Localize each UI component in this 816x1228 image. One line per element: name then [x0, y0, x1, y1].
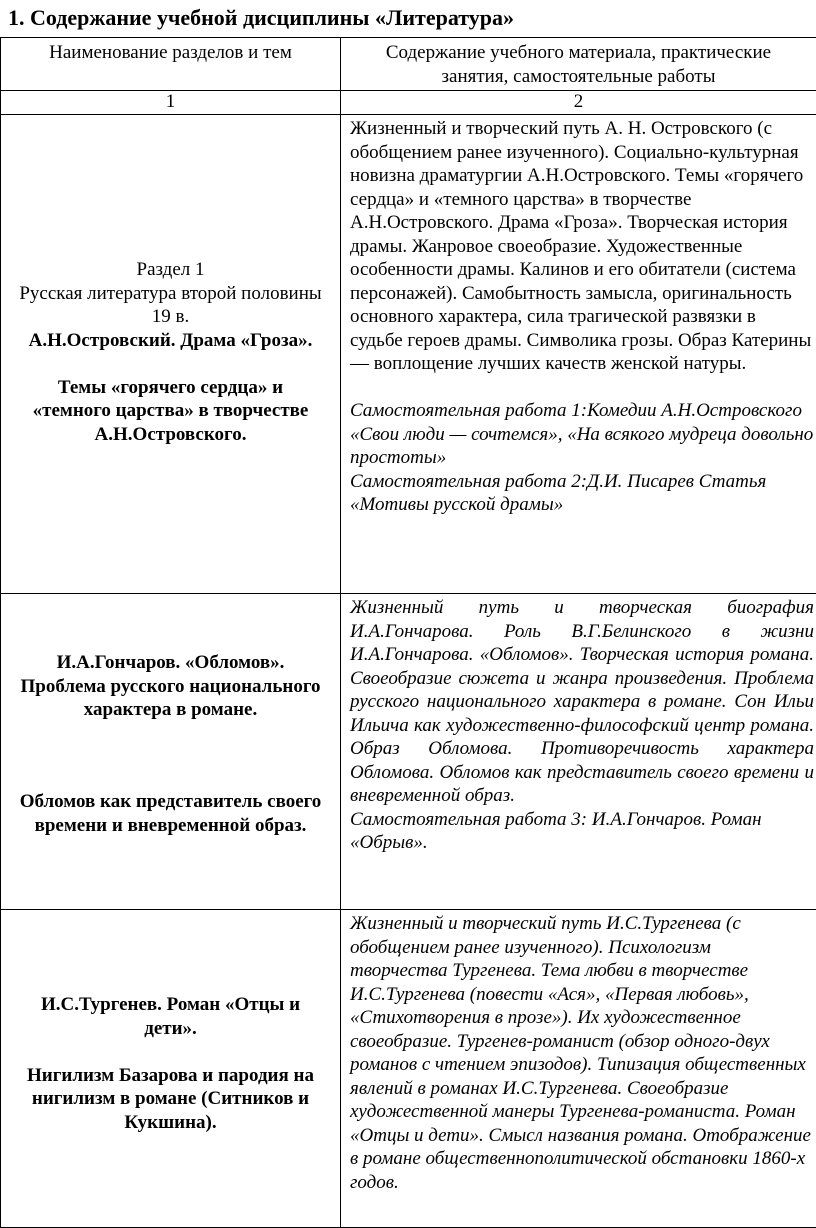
subtopic-line: нигилизм в романе (Ситников и: [31, 1088, 310, 1109]
independent-work-1: Самостоятельная работа 1:Комедии А.Н.Островского «Свои люди — сочтемся», «На всякого мудреца довольно простоты»: [350, 400, 814, 468]
section-title-line: Русская литература второй половины: [19, 282, 322, 304]
header-col2: Содержание учебного материала, практические занятия, самостоятельные работы: [341, 38, 816, 91]
section-cell: [1, 115, 341, 594]
header-col1: Наименование разделов и тем: [1, 38, 341, 91]
syllabus-table: [0, 37, 816, 1228]
topic-line: И.А.Гончаров. «Обломов».: [56, 652, 285, 673]
content-text: Жизненный и творческий путь А. Н. Островского (с обобщением ранее изученного). Социально-культурная новизна драматургии А.Н.Островского. Темы «горячего сердца» и «темного царства» в творчестве А.Н.Островского. Драма «Гроза». Творческая история драмы. Жанровое своеобразие. Художественные особенности драмы. Калинов и его обитатели (система персонажей). Самобытность замысла, оригинальность основного характера, сила трагической развязки в судьбе героев драмы. Символика грозы. Образ Катерины — воплощение лучших качеств женской натуры.: [350, 118, 812, 374]
section-cell: [1, 594, 341, 910]
topic-line: дети».: [144, 1017, 197, 1039]
column-number-row: [1, 91, 816, 115]
content-cell: [341, 115, 816, 594]
independent-work-3: Самостоятельная работа 3: И.А.Гончаров. Роман «Обрыв».: [350, 808, 762, 853]
column-number-2: 2: [341, 91, 816, 115]
subtopic-line: А.Н.Островского.: [94, 423, 247, 445]
section-title-line: 19 в.: [151, 306, 190, 327]
subtopic-line: Темы «горячего сердца» и: [57, 376, 284, 398]
content-cell: [341, 910, 816, 1228]
topic-line: Проблема русского национального: [20, 675, 321, 697]
content-text: Жизненный и творческий путь И.С.Тургенева (с обобщением ранее изученного). Психологизм творчества Тургенева. Тема любви в творчестве И.С.Тургенева (повести «Ася», «Первая любовь», «Стихотворения в прозе»). Их художественное своеобразие. Тургенев-романист (обзор одного-двух романов с чтением эпизодов). Типизация общественных явлений в романах И.С.Тургенева. Своеобразие художественной манеры Тургенева-романиста. Роман «Отцы и дети». Смысл названия романа. Отображение в романе общественнополитической обстановки 1860-х годов.: [350, 913, 811, 1193]
table-row: [1, 594, 816, 910]
subtopic-line: Кукшина).: [124, 1111, 217, 1133]
independent-work-2: Самостоятельная работа 2:Д.И. Писарев Статья «Мотивы русской драмы»: [350, 470, 767, 515]
subtopic-line: Нигилизм Базарова и пародия на: [27, 1064, 314, 1086]
page-heading: 1. Содержание учебной дисциплины «Литература»: [8, 5, 514, 30]
topic-title: А.Н.Островский. Драма «Гроза».: [28, 329, 313, 351]
section-number: Раздел 1: [136, 259, 205, 280]
section-cell: [1, 910, 341, 1228]
topic-line: И.С.Тургенев. Роман «Отцы и: [40, 994, 301, 1015]
column-number-1: 1: [1, 91, 341, 115]
table-row: [1, 115, 816, 594]
subtopic-line: времени и вневременной образ.: [34, 814, 307, 836]
content-text: Жизненный путь и творческая биография И.А.Гончарова. Роль В.Г.Белинского в жизни И.А.Гончарова. «Обломов». Творческая история романа. Своеобразие сюжета и жанра произведения. Проблема русского национального характера в романе. Сон Ильи Ильича как художественно-философский центр романа. Образ Обломова. Противоречивость характера Обломова. Обломов как представитель своего времени и вневременной образ.: [350, 597, 814, 806]
subtopic-line: «темного царства» в творчестве: [32, 400, 309, 421]
table-row: [1, 910, 816, 1228]
topic-line: характера в романе.: [83, 699, 258, 720]
subtopic-line: Обломов как представитель своего: [19, 791, 322, 812]
content-cell: [341, 594, 816, 910]
table-header-row: [1, 38, 816, 91]
